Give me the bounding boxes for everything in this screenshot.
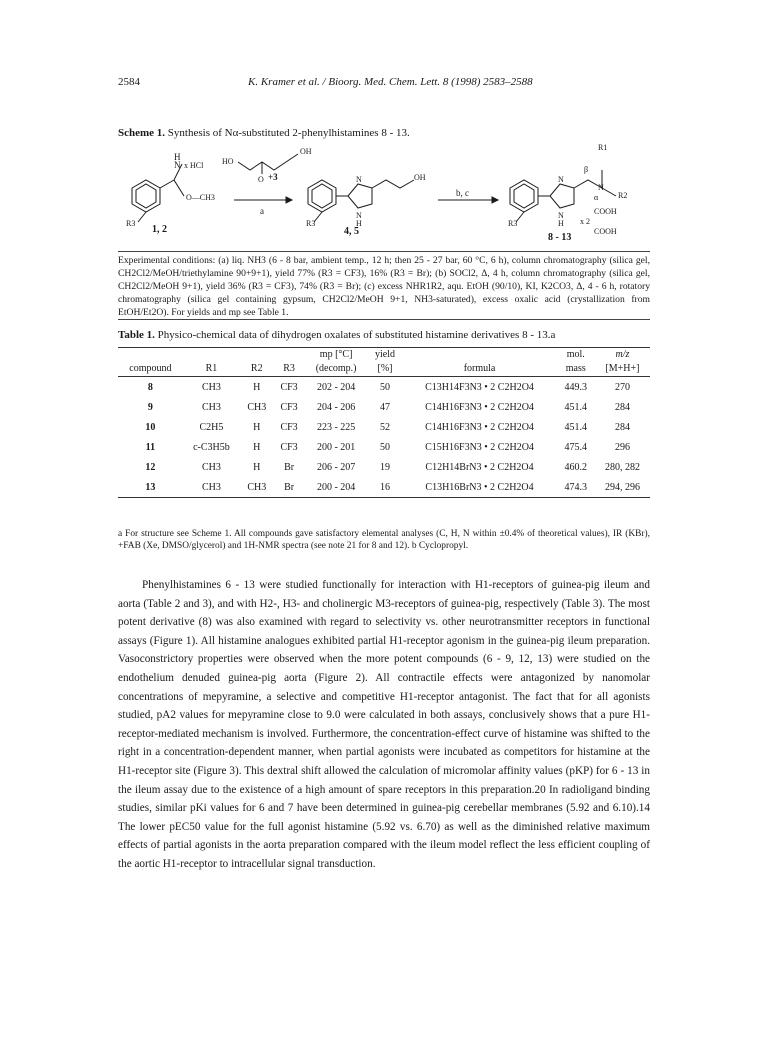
body-paragraph-text: Phenylhistamines 6 - 13 were studied functionally for interaction with H1-receptors of guinea-pig ileum and aorta (Table 2 and 3), and with H2-, H3- and cholinergic M3-receptors of guinea-pig, respectively (Table 3). The most potent derivative (8) was also examined with regard to selectivity vs. other neurotransmitter receptors in functional assays (Figure 1). All histamine analogues exhibited partial H1-receptor agonism in the guinea-pig ileum preparation. Vasoconstrictory properties were observed when the more potent compounds (6 - 9, 12, 13) were studied on the endothelium denuded guinea-pig aorta (Figure 2). All contractile effects were antagonized by nanomolar concentrations of mepyramine, a selective and competitive H1-receptor antagonist. The fact that for all agonists studied, pA2 values for mepyramine close to 9.0 were calculated in both assays, conclusively shows that a pure H1-receptor-mediated mechanism is involved. Furthermore, the concentration-effect curve of histamine was shifted to the right in a concentration-dependent manner, when partial agonists were incubated as competitors for histamine at the H1-receptor site (Figure 3). This dextral shift allowed the calculation of micromolar affinity values (pKP) for 6 - 13 in the ileum assay due to the existence of a high amount of spare receptors in this preparation.20 In radioligand binding studies, similar pKi values for 6 and 7 have been determined in guinea-pig cerebellar membranes (5.92 and 6.10).14 The lower pEC50 value for the full agonist histamine (5.92 vs. 6.70) as well as the diminished relative maximum effects of partial agonists in the aorta preparation compared with the ileum model reflect the less efficient coupling of the aortic H1-receptor to intracellular signal transduction. xyxy=(118,579,650,870)
header-mp-top: mp [°C] xyxy=(305,348,368,363)
scheme-title-text: Synthesis of Nα-substituted 2-phenylhistamines 8 - 13. xyxy=(167,127,410,139)
imidazole-nh-label: N xyxy=(356,211,362,220)
hcl-label: x HCl xyxy=(184,161,204,170)
reaction-scheme xyxy=(118,140,650,248)
product-imidazole-h: H xyxy=(558,219,564,228)
table-label: Table 1. xyxy=(118,329,155,341)
experimental-conditions: Experimental conditions: (a) liq. NH3 (6 - 8 bar, ambient temp., 12 h; then 25 - 27 bar, 60 °C, 6 h), column chromatography (silica gel, CH2Cl2/MeOH/triethylamine 90+9+1), yield 77% (R3 = CF3), 16% (R3 = Br); (b) SOCl2, Δ, 4 h, column chromatography (silica gel, CH2Cl2/MeOH 9+1), yield 36% (R3 = CF3), 74% (R3 = Br); (c) excess NHR1R2, aqu. EtOH (90/10), KI, K2CO3, Δ, 4 - 6 h, rotatory chromatography (silica gel containing gypsum, CH2Cl2/MeOH 9+1, NH3-saturated), excess oxalic acid (crystallization from EtOH/Et2O). For yields and mp see Table 1. xyxy=(118,255,650,318)
r3-label-right: R3 xyxy=(508,219,518,228)
product-imidazole-nh: N xyxy=(558,211,564,220)
hydroxy-ketone xyxy=(238,154,298,174)
table-row: 8 CH3 H CF3 202 - 204 50 C13H14F3N3 • 2 C2H2O4 449.3 270 xyxy=(147,381,630,393)
compound-8-13-label: 8 - 13 xyxy=(548,232,572,243)
header-yield-top: yield xyxy=(368,348,403,363)
imidazole-n-label: N xyxy=(356,175,362,184)
carbonyl-o-label: O xyxy=(258,175,264,184)
page-number: 2584 xyxy=(118,76,140,88)
benzene-ring-left xyxy=(132,164,184,222)
table-row: 12 CH3 H Br 206 - 207 19 C12H14BrN3 • 2 C2H2O4 460.2 280, 282 xyxy=(145,461,640,473)
amidine-label: H xyxy=(174,152,181,162)
table-row: 9 CH3 CH3 CF3 204 - 206 47 C14H16F3N3 • 2 C2H2O4 451.4 284 xyxy=(147,401,630,413)
cooh-top-label: COOH xyxy=(594,207,617,216)
product-imidazole-n: N xyxy=(558,175,564,184)
header-yield-bottom: [%] xyxy=(368,362,403,377)
running-header xyxy=(118,76,650,88)
r2-label: R2 xyxy=(618,191,628,200)
table-caption xyxy=(118,329,555,341)
header-mass-top: mol. xyxy=(557,348,595,363)
oh-label: OH xyxy=(300,147,312,156)
scheme-divider xyxy=(118,251,650,252)
r3-label-left: R3 xyxy=(126,219,136,228)
step-bc-label: b, c xyxy=(456,188,469,198)
cooh-bottom-label: COOH xyxy=(594,227,617,236)
compound-4-5-label: 4, 5 xyxy=(344,226,359,237)
header-compound: compound xyxy=(118,362,183,377)
header-formula: formula xyxy=(402,362,556,377)
header-r3: R3 xyxy=(273,362,304,377)
table-row: 10 C2H5 H CF3 223 - 225 52 C14H16F3N3 • 2 C2H2O4 451.4 284 xyxy=(145,421,630,433)
methoxy-label: O—CH3 xyxy=(186,193,215,202)
imidazole-h-label: H xyxy=(356,219,362,228)
beta-label: β xyxy=(584,165,589,174)
step-a-label: a xyxy=(260,206,264,216)
amidine-n-label: N xyxy=(174,160,181,170)
header-mz-top: m/z xyxy=(595,348,650,363)
conditions-divider xyxy=(118,319,650,320)
header-r1: R1 xyxy=(183,362,240,377)
arrow-a xyxy=(234,197,292,203)
compound-1-2-label: 1, 2 xyxy=(152,224,167,235)
table-title-text: Physico-chemical data of dihydrogen oxalates of substituted histamine derivatives 8 - 13.a xyxy=(157,329,556,341)
reagent-plus-label: +3 xyxy=(268,172,278,182)
r3-label-middle: R3 xyxy=(306,219,316,228)
journal-citation: K. Kramer et al. / Bioorg. Med. Chem. Lett. 8 (1998) 2583–2588 xyxy=(248,76,533,88)
header-mz-bottom: [M+H+] xyxy=(595,362,650,377)
scheme-caption xyxy=(118,127,410,139)
body-paragraph xyxy=(118,576,650,874)
physico-chemical-table xyxy=(118,347,650,498)
table-footnote: a For structure see Scheme 1. All compounds gave satisfactory elemental analyses (C, H, N within ±0.4% of theoretical values), IR (KBr), +FAB (Xe, DMSO/glycerol) and 1H-NMR spectra (see note 21 for 8 and 12). b Cyclopropyl. xyxy=(118,529,650,551)
ho-label: HO xyxy=(222,157,234,166)
r1-label: R1 xyxy=(598,143,608,152)
intermediate-oh-label: OH xyxy=(414,173,426,182)
table-row: 13 CH3 CH3 Br 200 - 204 16 C13H16BrN3 • 2 C2H2O4 474.3 294, 296 xyxy=(118,477,650,498)
header-mass-bottom: mass xyxy=(557,362,595,377)
header-mp-bottom: (decomp.) xyxy=(305,362,368,377)
alpha-label: α xyxy=(594,193,599,202)
table-row: 11 c-C3H5b H CF3 200 - 201 50 C15H16F3N3 • 2 C2H2O4 475.4 296 xyxy=(145,441,630,453)
header-r2: R2 xyxy=(240,362,273,377)
scheme-label: Scheme 1. xyxy=(118,127,166,139)
product-n-label: N xyxy=(598,183,604,192)
oxalate-salt-label: x 2 xyxy=(580,217,590,226)
